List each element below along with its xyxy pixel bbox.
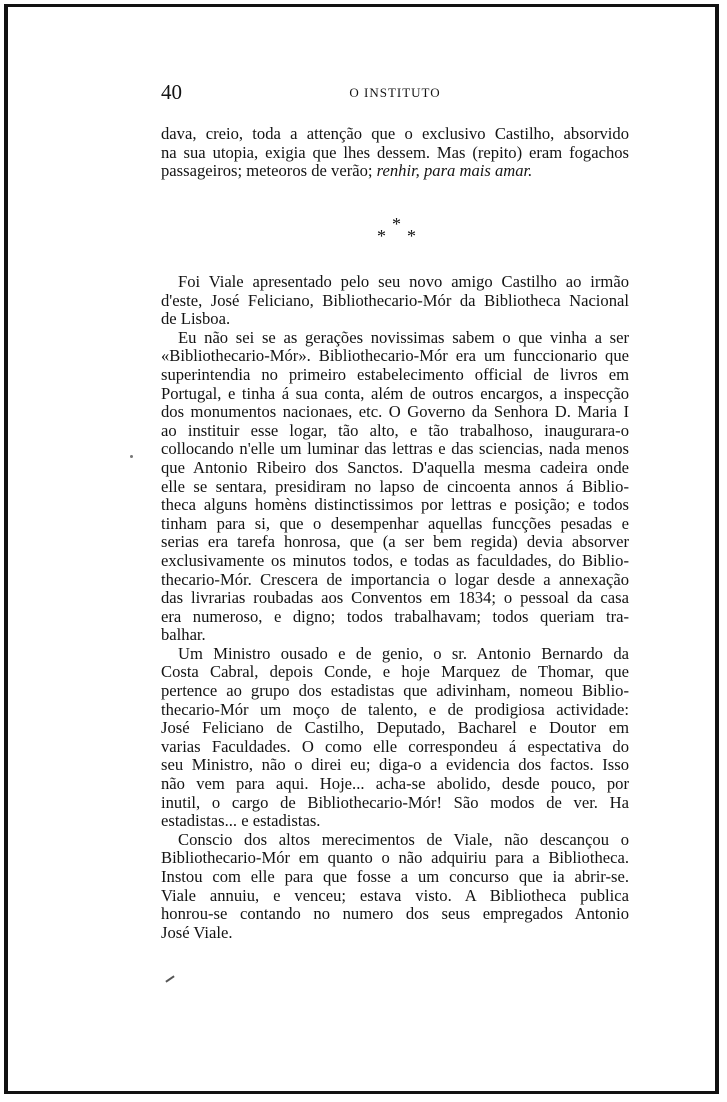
body-text: [161, 273, 629, 942]
text-line: Foi Viale apresentado pelo seu novo amigo Castilho ao irmão: [178, 272, 629, 291]
asterism-star: *: [407, 226, 416, 246]
text-line: estadistas... e estadistas.: [161, 811, 321, 831]
text-line: balhar.: [161, 625, 206, 645]
text-line: Eu não sei se as gerações novissimas sabem o que vinha a ser: [178, 327, 629, 347]
text-line: Portugal, e tinha á sua conta, além de outros encargos, a inspecção: [161, 383, 629, 403]
text-line: dos monumentos nacionaes, etc. O Governo da Senhora D. Maria I: [161, 402, 629, 422]
text-line: seu Ministro, não o direi eu; diga-o a evidencia dos factos. Isso: [161, 755, 629, 775]
text-line: de Lisboa.: [161, 309, 231, 329]
running-title: O INSTITUTO: [349, 85, 441, 100]
text-line: na sua utopia, exigia que lhes dessem. Mas (repito) eram fogachos: [161, 142, 629, 162]
asterism-star: *: [392, 214, 401, 234]
italic-quote: renhir, para mais amar.: [376, 161, 533, 181]
page-number: 40: [161, 80, 182, 104]
text-line: serias era tarefa honrosa, que (a ser bem regida) devia absorver: [161, 532, 629, 552]
text-line: d'este, José Feliciano, Bibliothecario-Mór da Bibliotheca Nacional: [161, 290, 629, 310]
text-line: theca alguns homèns distinctissimos por lettras e posição; e todos: [161, 495, 629, 515]
text-line: «Bibliothecario-Mór». Bibliothecario-Mór era um funccionario que: [161, 346, 629, 366]
text-line: José Feliciano de Castilho, Deputado, Bacharel e Doutor em: [161, 718, 629, 738]
text-line: elle se sentara, presidiram no lapso de cincoenta annos á Biblio-: [161, 476, 629, 496]
text-line: era numeroso, e digno; todos trabalhavam; todos queriam tra-: [161, 606, 629, 626]
text-line: collocando n'elle um luminar das lettras e das sciencias, nada menos: [161, 439, 629, 459]
text-line: thecario-Mór. Crescera de importancia o logar desde a annexação: [161, 569, 629, 589]
asterism-divider: [360, 214, 430, 244]
page-header: [161, 80, 629, 104]
text-line: superintendia no primeiro estabelecimento official de livros em: [161, 364, 629, 384]
text-line: passageiros; meteoros de verão; renhir, para mais amar.: [161, 161, 533, 181]
asterism-star: *: [377, 226, 386, 246]
text-line: inutil, o cargo de Bibliothecario-Mór! São modos de ver. Ha: [161, 792, 629, 812]
text-line: que Antonio Ribeiro dos Sanctos. D'aquella mesma cadeira onde: [161, 457, 629, 477]
text-line: honrou-se contando no numero dos seus empregados Antonio: [161, 904, 629, 924]
text-line: varias Faculdades. O como elle correspondeu á espectativa do: [161, 736, 629, 756]
text-line: thecario-Mór um moço de talento, e de prodigiosa actividade:: [161, 699, 629, 719]
text-line: Viale annuiu, e venceu; estava visto. A Bibliotheca publica: [161, 885, 629, 905]
text-line: Conscio dos altos merecimentos de Viale, não descançou o: [178, 829, 629, 849]
text-line: Instou com elle para que fosse a um concurso que ia abrir-se.: [161, 867, 629, 886]
text-line: dava, creio, toda a attenção que o exclusivo Castilho, absorvido: [161, 124, 629, 143]
text-line: das livrarias roubadas aos Conventos em 1834; o pessoal da casa: [161, 588, 629, 608]
text-line: pertence ao grupo dos estadistas que adivinham, nomeou Biblio-: [161, 681, 629, 701]
opening-paragraph: [161, 125, 629, 181]
text-line: Costa Cabral, depois Conde, e hoje Marquez de Thomar, que: [161, 662, 629, 682]
text-line: tinham para si, que o desempenhar aquellas funcções pesadas e: [161, 513, 629, 533]
text-line: José Viale.: [161, 922, 233, 942]
text-line: Bibliothecario-Mór em quanto o não adquiriu para a Bibliotheca.: [161, 848, 629, 868]
text-line: não vem para aqui. Hoje... acha-se abolido, desde pouco, por: [161, 774, 629, 794]
text-line: Um Ministro ousado e de genio, o sr. Antonio Bernardo da: [178, 643, 629, 663]
margin-mark: [130, 455, 133, 458]
text-line: ao instituir esse logar, tão alto, e tão trabalhoso, inaugurara-o: [161, 420, 629, 440]
text-line: exclusivamente os minutos todos, e todas as faculdades, do Biblio-: [161, 550, 629, 570]
